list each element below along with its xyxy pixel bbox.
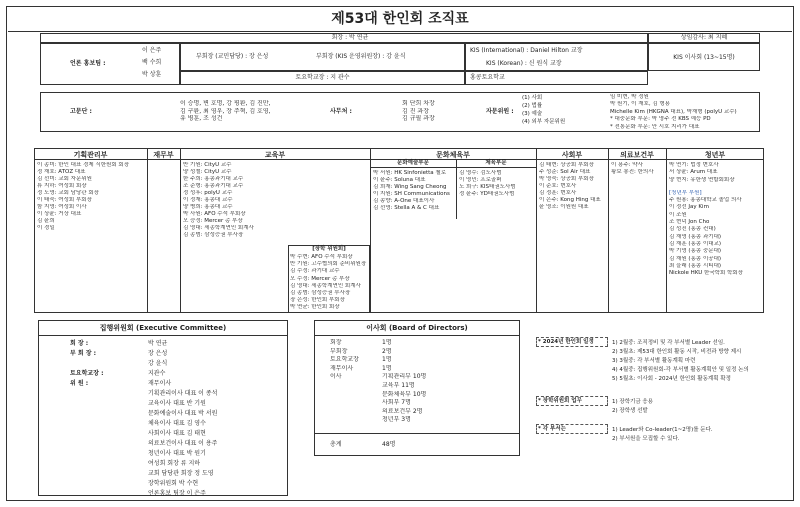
col-divider [147,148,148,313]
dept-title-finance: 재무부 [153,151,174,159]
pr-member: 이 은주 [142,47,162,54]
exec-row-value: 장 은성 [148,350,168,357]
plan-item: 1) 장학기금 응용 [612,399,654,405]
board-total-value: 48명 [382,441,396,448]
youth-list [669,162,763,277]
list-item: 이 준호: 변호사 [539,183,577,189]
advisor-line: 김 구환, 최 영우, 장 주혁, 김 호영, [180,107,271,115]
exec-row-label: 위 원 : [70,380,89,387]
exec-row-label: 토요학교장 : [70,370,104,377]
list-item: 이 정재: 홍콩대 교수 [183,197,233,203]
list-item: 이 윤주: Soluna 대표 [373,177,426,183]
plan-item: 2) 부서원을 모집할 수 있다. [612,436,680,442]
culture-sub-rule [370,167,536,168]
list-item: 박 서원: HK Sinfonietta 첼로 [373,170,447,176]
exec-member: 여성회 회장 류 지하 [148,460,201,467]
exec-row-value: 강 윤식 [148,360,168,367]
list-item: 이 경일 [37,225,55,231]
list-item: 박 영숙: 상공회 부회장 [539,176,594,182]
col-divider [180,148,181,313]
list-item: 최 을래 (홍콩 시티대) [669,262,722,269]
list-item: 박 수현: AFO 수석 부회장 [290,254,353,260]
list-item: 주 원용: 홍콩대학교 졸업 의사 [669,197,742,204]
social-list [539,162,607,211]
exec-row-value: 박 연균 [148,340,168,347]
president-label: 회장 : 박 연균 [331,34,369,41]
list-item: 김 선영: Stella A & C 대표 [373,205,440,211]
council-person: * 전통문화 부문: 안 시호 지리가 대표 [610,123,700,130]
board-row-value: 2명 [382,347,392,355]
exec-row-label [70,359,103,369]
vp-kis: 부회장 (KIS 운영위원장) : 강 윤식 [316,53,406,60]
exec-labels [70,339,103,389]
list-item: 김 정훈: 변호사 [539,190,577,196]
list-item: 김 재훈 (홍콩 이대교) [669,240,722,247]
vp-education: 부회장 (교민담당) : 장 은성 [196,53,269,60]
kis-korean: KIS (Korean) : 신 원식 교장 [486,60,562,67]
exec-values [148,339,217,499]
culture-sport-title: 체육부문 [485,160,507,166]
dept-title-medical: 의료보건부 [620,151,654,159]
list-item: 이 태숙: 여성회 부회장 [37,197,92,203]
list-item: 장 은성: 한인회 부회장 [290,297,345,304]
board-row-value: 1명 [382,364,392,372]
list-item: 이 지원: SH Communications [373,191,450,197]
council-person: 박 원기, 이 재호, 김 형용 [610,101,671,108]
list-item: 김 재영 (홍콩 과기대) [669,233,722,240]
exec-row-value: 지관수 [148,370,166,377]
dept-title-education: 교육부 [264,151,286,159]
list-item: 류 지하: 여성회 회장 [37,183,87,189]
title-rule [8,31,792,32]
board-row-label: 토요학교장 [330,356,359,364]
list-item: 김 영수: 검도사범 [459,170,502,176]
youth-sub-title: [청년부 부원] [669,189,702,196]
advisor-line: 이 승명, 변 호명, 강 평환, 김 진만, [180,100,271,107]
council-items [522,94,565,126]
hk-saturday-school: 홍콩토요학교 [470,74,505,81]
council-label: 자문위원 : [486,108,514,115]
pr-member: 박 상훈 [142,71,162,78]
exec-row-label: 부 회 장 : [70,350,97,357]
list-item: 이 은주: Kong Hing 대표 [539,197,601,203]
board-row-value: 문화체육부 10명 [382,390,427,398]
dept-title-social: 사회부 [561,151,583,159]
exec-member: 체육이사 대표 김 영수 [148,420,206,427]
list-item: 박 연기: 법정 변호사 [669,162,719,168]
list-item: 이 용주: 약사 [611,162,643,168]
board-title: 이사회 (Board of Directors) [366,324,468,332]
council-item: (1) 사회 [522,95,543,101]
medical-list [611,162,665,176]
list-item: 박 기영 (홍콩 중문대) [669,248,722,255]
list-item: 김 태현: 상공회 부회장 [539,162,594,168]
exec-member: 기획관리이사 대표 이 종석 [148,390,218,397]
list-item: 김 영대: 세종학계연인 회계사 [290,282,361,289]
list-item: 김 송향: A-One 대표이사 [373,198,435,204]
pr-team-label: 언론 홍보팀 : [70,60,106,67]
board-title-rule [314,335,520,336]
exec-committee-title: 집행위원회 (Executive Committee) [99,324,227,332]
list-item: 주 성준: Sol Air 대표 [539,169,591,175]
board-row-label: 재무이사 [330,364,354,372]
list-item: 양 성철: CityU 교수 [183,169,232,175]
council-item: (3) 예술 [522,111,543,117]
list-item: 김 성진 (홍콩 컨대) [669,226,716,233]
saturday-school-principal: 토요학교장 : 지 관수 [295,74,350,81]
dept-title-youth: 청년부 [704,151,726,159]
plan-item: 2) 3월초: 제53대 한인회 활동 시작, 비전과 방향 제시 [612,349,742,355]
scholarship-task-title: * 장학위원회 업무 [538,398,582,404]
council-people [610,94,737,131]
list-item: 황보 봉진: 한의사 [611,169,654,175]
exec-member: 청년이사 대표 박 원기 [148,450,206,457]
list-item: 서 상윤: Arum 대표 [669,169,718,176]
exec-member: 의료보건이사 대표 이 용주 [148,440,218,447]
list-item: 김 수정: 과기대 교수 [290,268,340,275]
list-item: 박 연균: 한인회 회장 [290,304,340,311]
exec-member: 교회 담당관 회장 정 도영 [148,470,214,477]
list-item: 이 상윤: 거상 대표 [37,211,82,217]
list-item: 박 사원: AFO 수석 부회장 [183,211,246,217]
exec-row-value: 재무이사 [148,380,172,387]
culture-sport-list [459,170,535,198]
exec-member: 사회이사 대표 김 태현 [148,430,206,437]
advisors-label: 고문단 : [70,108,92,115]
scholarship-task-list [612,398,653,416]
list-item: 정 도영: 교회 담당관 회장 [37,190,99,196]
board-row-value: 기획관리부 10명 [382,373,427,381]
list-item: 김 희재: Wing Sang Cheong [373,184,447,190]
plan-item: 2) 장학생 선발 [612,408,648,414]
exec-member: 장학위원회 박 수현 [148,480,199,487]
list-item: 김 영대: 세종학계연인 회계사 [183,225,254,231]
advisors-list [180,100,271,123]
list-item: 김 종범: 삼성증권 부사장 [183,232,244,238]
plan-item: 3) 3월중: 각 부서별 활동계획 마련 [612,358,696,364]
exec-member: 언론홍보 팀장 이 은주 [148,490,206,497]
scholarship-committee-list [290,254,369,312]
board-labels [330,339,359,382]
auditor-label: 상임감사: 최 지혜 [680,34,728,41]
council-person: * 대중문화 부문: 박 영주 전 KBS 예능 PD [610,116,711,123]
list-item: 김 재원 (홍콩 이공대) [669,255,722,262]
scholarship-committee-title: [장학 위원회] [312,246,346,252]
list-item: 김 선미: 교회 자문위원 [37,176,92,182]
board-row-value: 1명 [382,339,392,346]
board-row-value: 의료보건부 2명 [382,407,423,415]
council-item: (4) 외부 자문위원 [522,119,566,125]
col-divider [666,148,667,313]
planning-list [37,162,145,232]
list-item: 조 현덕 Jon Cho [669,219,710,226]
list-item: 윤 영조: 이원원 대표 [539,204,589,210]
kis-international: KIS (International) : Daniel Hilton 교장 [470,47,583,54]
pr-member: 백 수희 [142,59,162,66]
list-item: 정 성후: polyU 교수 [183,190,233,196]
culture-art-list [373,170,455,212]
council-person: 임 미현, 박 정원 [610,94,649,100]
plan-item: 5) 5월초: 이사회 - 2024년 한인회 활동계획 확정 [612,376,731,382]
advisor-line: 유 병훈, 조 성건 [180,115,223,123]
board-row-label: 회장 [330,339,342,346]
list-item: 한 주희: 홍콩과기대 교수 [183,176,244,182]
office-member: 김 규필 과장 [402,115,435,123]
kis-board-label: KIS 이사회 (13~15명) [673,54,735,61]
page-title: 제53대 한인회 조직표 [331,11,469,27]
col-divider [370,148,371,313]
col-divider [608,148,609,313]
office-label: 사무처 : [330,108,352,115]
col-divider [536,148,537,313]
dept-rule-title: * 각 부서는 [538,426,566,432]
culture-sub-divider [456,159,457,219]
list-item: 오 수정: Mercer 총 부장 [290,275,350,282]
plan-list [612,339,749,384]
council-person: Michelle Kim (HKGNA 대표), 박재형 (polyU 교수) [610,108,737,115]
board-row-value: 교육부 11명 [382,381,415,389]
list-item: 오 승정: Mercer 총 부장 [183,218,243,224]
plan-item: 1) Leader와 Co-leader(1~2명)를 둔다. [612,427,713,433]
board-row-value: 청년부 3명 [382,416,411,424]
office-list [402,100,435,123]
list-item: 조 준형: 홍콩과기대 교수 [183,183,244,189]
board-row-label: 이사 [330,373,342,381]
list-item: 이 영민: 프로골퍼 [459,177,502,183]
list-item: 이 조원 [669,211,687,218]
board-values [382,339,426,425]
plan-title: * 2024년 한인회 일정 [538,339,594,345]
list-item: 양 병희: 홍콩대 교수 [183,204,233,210]
office-member: 김 진 과장 [402,107,429,115]
plan-item: 1) 2월중: 조직정비 및 각 부서별 Leader 선임. [612,340,725,346]
board-row-label: 부회장 [330,347,348,355]
pr-team-members [142,45,161,81]
list-item: 반 기원: CityU 교수 [183,162,232,168]
list-item: 김 종범: 삼성증권 부사장 [290,290,351,297]
exec-member: 문화예술이사 대표 박 서원 [148,410,218,417]
board-total-label: 총계 [330,441,342,448]
list-item: 노 희구: KIS태권도사범 [459,184,516,190]
education-list [183,162,367,239]
council-item: (2) 법률 [522,103,543,109]
list-item: 반 기원: 고수협의회 준비위원장 [290,261,367,268]
exec-row-label: 회 장 : [70,340,89,347]
dept-title-culture: 문화체육부 [436,151,470,159]
list-item: 정 윤주: YD태권도사범 [459,191,515,197]
exec-title-rule [38,335,288,336]
list-item: 이 종미: 한인 대표 경제 식한원회 회장 [37,162,130,168]
list-item: 이 정선 Jay Kim [669,204,709,211]
culture-art-title: 문화예술부문 [397,160,429,166]
list-item: 양 현지: 유한생 연합회회장 [669,176,735,183]
office-member: 회 단희 차장 [402,100,435,107]
exec-member: 교육이사 대표 반 기원 [148,400,206,407]
plan-item: 4) 4월중: 집행위원회-각 부서별 활동계획안 및 일정 논의 [612,367,749,373]
list-item: Nickole HKU 한국학회 학회장 [669,270,743,277]
list-item: 함 지영: 여성회 이사 [37,204,87,210]
board-row-value: 1명 [382,356,392,364]
list-item: 김 윤희 [37,218,55,224]
list-item: 정 재호: ATOZ 대표 [37,169,86,175]
dept-rule-list [612,426,713,444]
dept-title-planning: 기획관리부 [73,151,108,159]
board-total-rule [314,433,520,434]
board-row-value: 사회부 7명 [382,399,411,407]
